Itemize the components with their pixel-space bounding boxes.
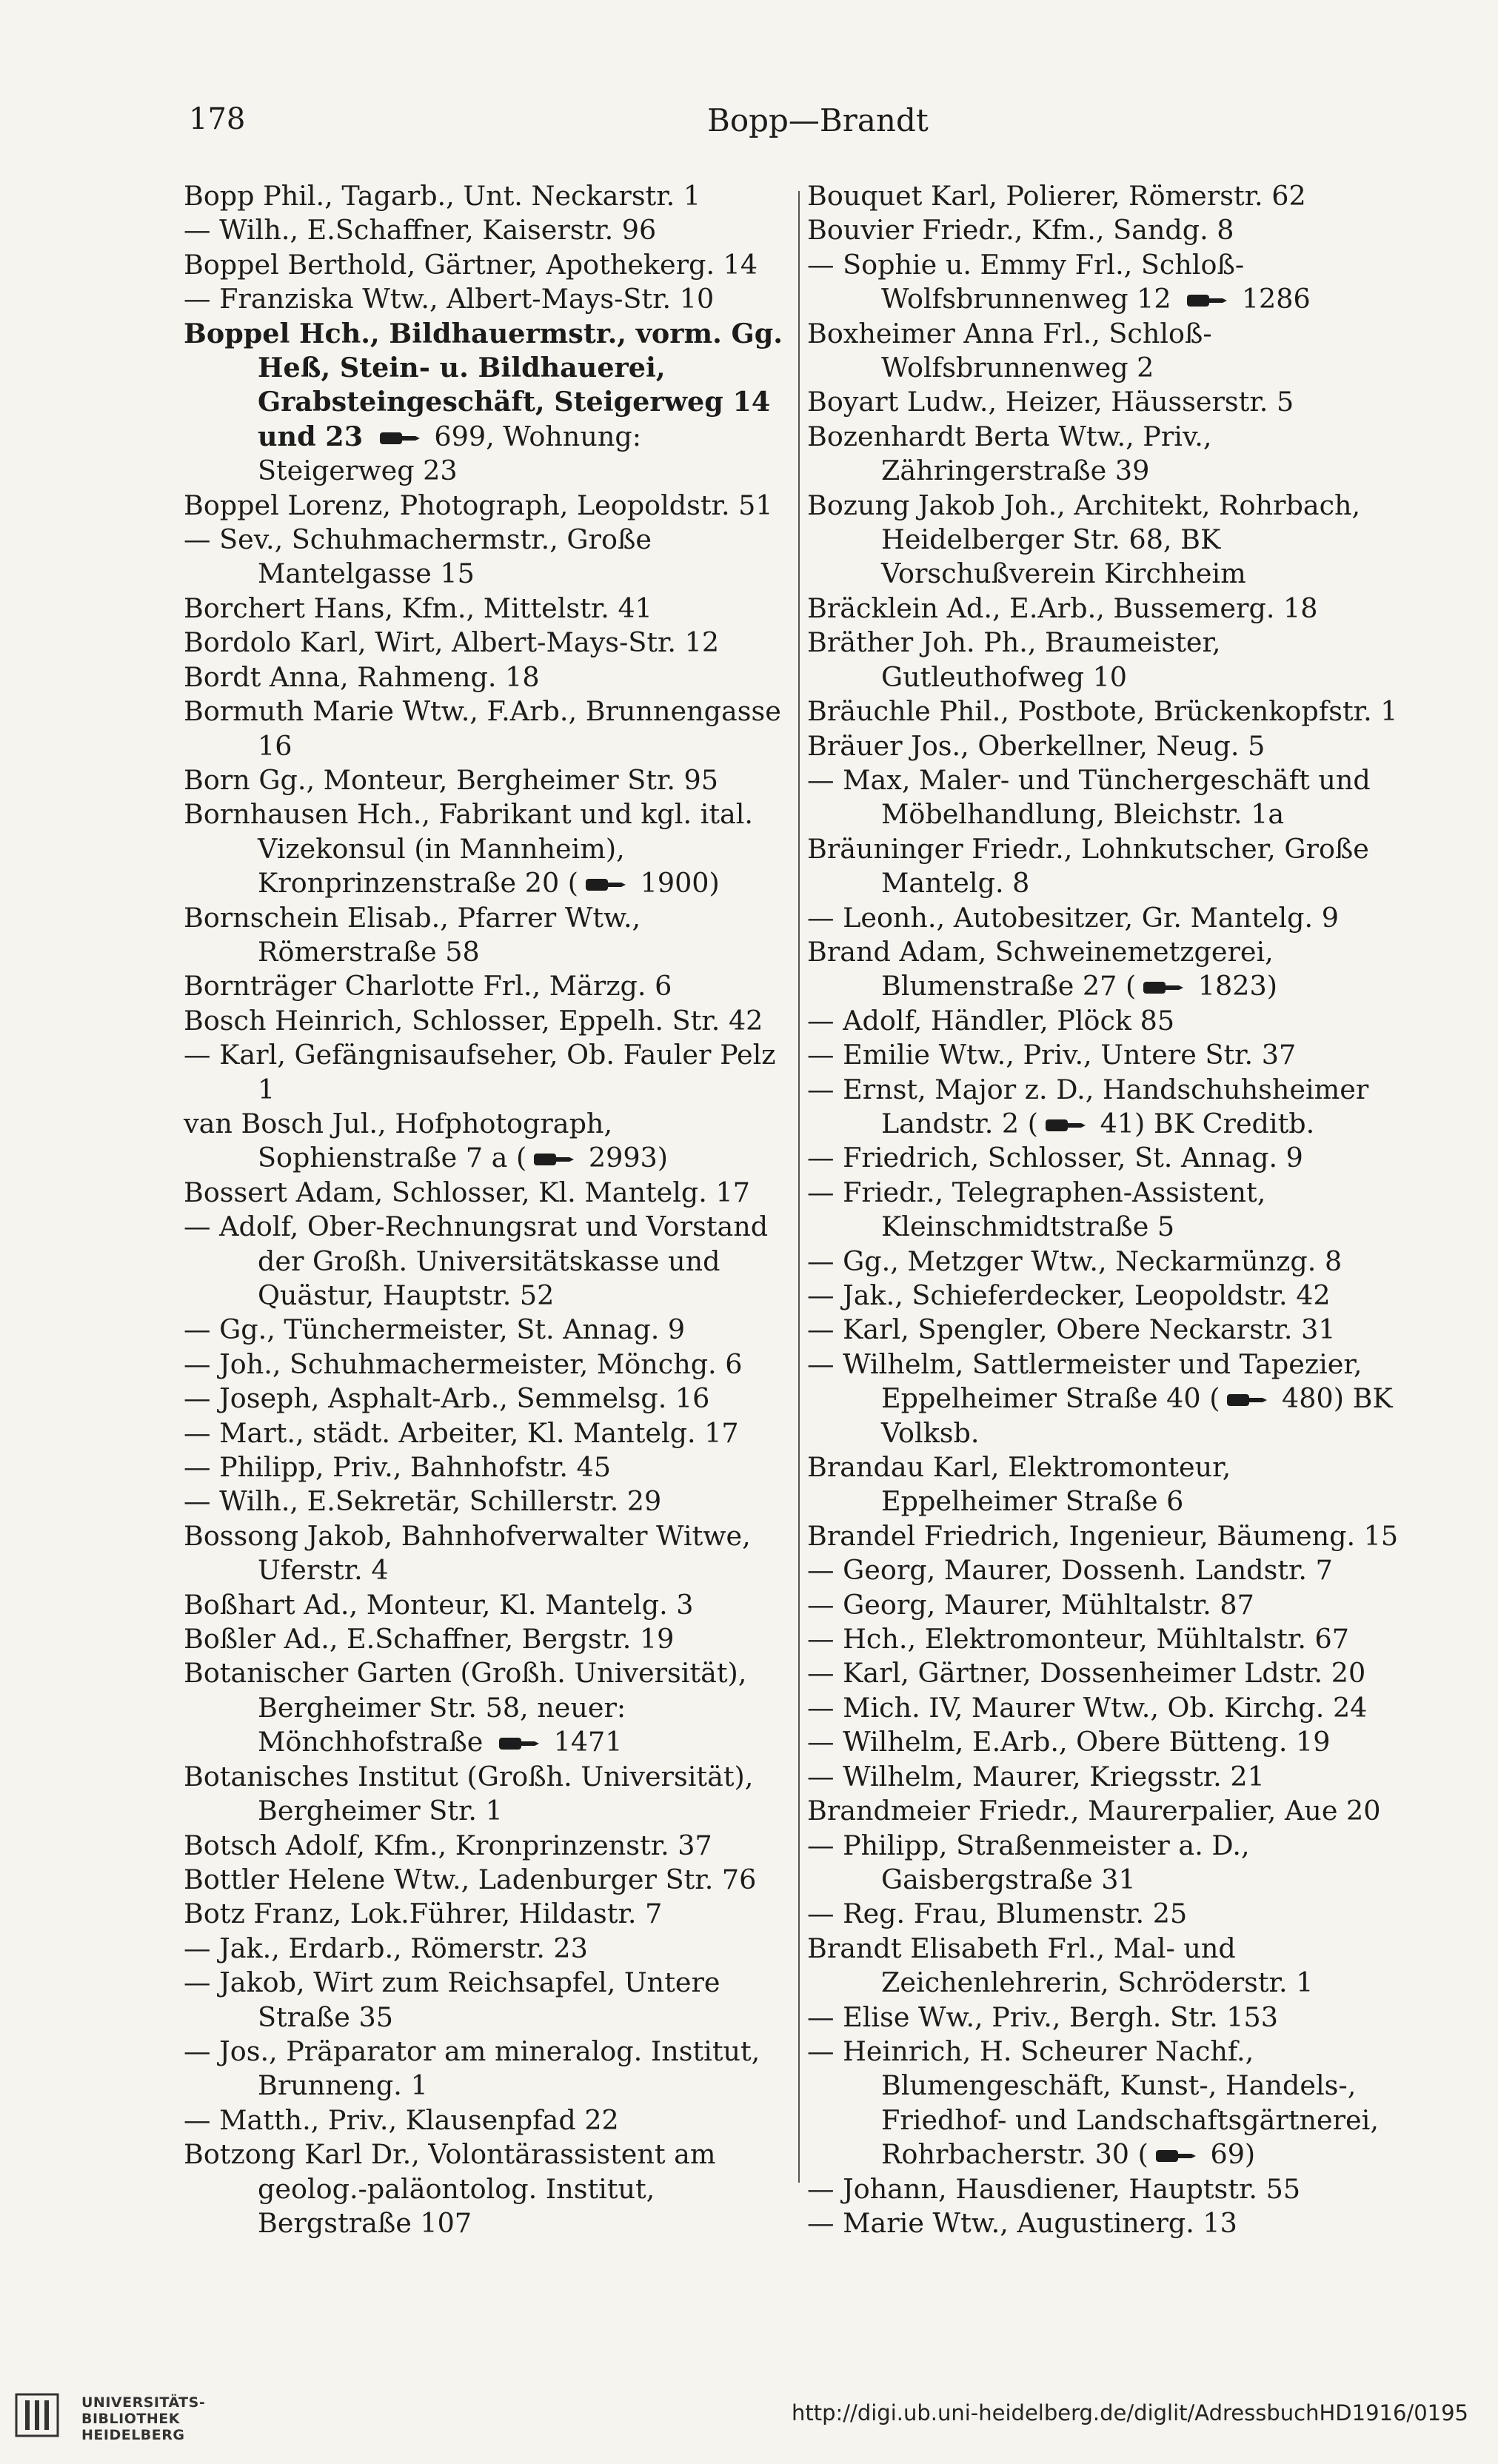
entry-text: — Sev., Schuhmachermstr., Große Mantelgasse 15 (184, 523, 652, 590)
directory-entry (807, 1691, 1411, 1725)
entry-text: Bopp Phil., Tagarb., Unt. Neckarstr. 1 (184, 180, 701, 212)
directory-entry (184, 969, 787, 1003)
entry-text: — Leonh., Autobesitzer, Gr. Mantelg. 9 (807, 901, 1339, 934)
directory-entry (184, 592, 787, 626)
entry-text: — Adolf, Händler, Plöck 85 (807, 1004, 1175, 1037)
entry-text: Bräuer Jos., Oberkellner, Neug. 5 (807, 729, 1265, 762)
entry-text: 1823) (1189, 970, 1277, 1002)
entry-text: — Wilh., E.Sekretär, Schillerstr. 29 (184, 1485, 662, 1518)
directory-entry (184, 2103, 787, 2137)
entry-text: — Heinrich, H. Scheurer Nachf., Blumengeschäft, Kunst-, Handels-, Friedhof- und Landschaftsgärtnerei, Rohrbacherstr. 30 ( (807, 2035, 1379, 2171)
directory-entry (184, 489, 787, 523)
entry-text: — Jos., Präparator am mineralog. Institut, Brunneng. 1 (184, 2035, 760, 2102)
left-column (184, 179, 787, 2240)
directory-entry (807, 1279, 1411, 1313)
directory-entry (184, 1107, 787, 1176)
entry-text: — Georg, Maurer, Dossenh. Landstr. 7 (807, 1554, 1333, 1587)
entry-text: — Sophie u. Emmy Frl., Schloß-Wolfsbrunnenweg 12 (807, 248, 1245, 315)
source-url-link[interactable]: http://digi.ub.uni-heidelberg.de/diglit/AdressbuchHD1916/0195 (791, 2400, 1468, 2426)
entry-text: 480) BK Volksb. (881, 1382, 1393, 1449)
entry-text: Bordolo Karl, Wirt, Albert-Mays-Str. 12 (184, 626, 720, 659)
directory-entry (184, 179, 787, 213)
entry-text: — Elise Ww., Priv., Bergh. Str. 153 (807, 2001, 1278, 2033)
entry-text: Bräuchle Phil., Postbote, Brückenkopfstr. 1 (807, 695, 1398, 728)
entry-text: Boßler Ad., E.Schaffner, Bergstr. 19 (184, 1623, 675, 1656)
directory-entry (807, 1760, 1411, 1794)
directory-entry (807, 1450, 1411, 1519)
directory-entry (184, 248, 787, 282)
entry-text: — Franziska Wtw., Albert-Mays-Str. 10 (184, 283, 715, 315)
directory-entry (807, 1348, 1411, 1450)
entry-text: 69) (1201, 2138, 1256, 2171)
entry-text: Bouquet Karl, Polierer, Römerstr. 62 (807, 180, 1306, 212)
directory-entry (807, 1176, 1411, 1245)
telephone-icon (1184, 290, 1228, 311)
entry-text: Boyart Ludw., Heizer, Häusserstr. 5 (807, 386, 1294, 418)
directory-entry (184, 1760, 787, 1829)
entry-text: — Emilie Wtw., Priv., Untere Str. 37 (807, 1039, 1297, 1071)
directory-entry (184, 1519, 787, 1588)
directory-entry (807, 1073, 1411, 1142)
entry-text: — Gg., Tünchermeister, St. Annag. 9 (184, 1313, 686, 1346)
entry-text: Boppel Lorenz, Photograph, Leopoldstr. 51 (184, 489, 773, 521)
directory-entry (807, 420, 1411, 489)
entry-text: — Jak., Schieferdecker, Leopoldstr. 42 (807, 1279, 1331, 1311)
telephone-icon (1224, 1390, 1268, 1410)
entry-text: Brandel Friedrich, Ingenieur, Bäumeng. 15 (807, 1519, 1399, 1552)
directory-entry (184, 1829, 787, 1863)
library-logo-text: UNIVERSITÄTS- BIBLIOTHEK HEIDELBERG (81, 2394, 206, 2443)
directory-entry (184, 1622, 787, 1656)
entry-text: — Adolf, Ober-Rechnungsrat und Vorstand der Großh. Universitätskasse und Quästur, Hauptstr. 52 (184, 1211, 769, 1311)
entry-text: — Jak., Erdarb., Römerstr. 23 (184, 1932, 588, 1964)
telephone-icon (531, 1149, 575, 1170)
entry-text: Bouvier Friedr., Kfm., Sandg. 8 (807, 214, 1234, 247)
directory-entry (184, 1863, 787, 1897)
directory-entry (807, 1897, 1411, 1931)
entry-text: — Philipp, Priv., Bahnhofstr. 45 (184, 1451, 611, 1484)
directory-entry (807, 901, 1411, 935)
entry-text: — Matth., Priv., Klausenpfad 22 (184, 2103, 619, 2136)
column-divider (798, 191, 800, 2183)
entry-text: Bräcklein Ad., E.Arb., Bussemerg. 18 (807, 592, 1318, 624)
directory-entry (184, 2035, 787, 2103)
entry-text: Bräuninger Friedr., Lohnkutscher, Große Mantelg. 8 (807, 832, 1369, 900)
directory-entry (184, 660, 787, 694)
entry-text: — Karl, Spengler, Obere Neckarstr. 31 (807, 1313, 1336, 1346)
entry-text: — Jakob, Wirt zum Reichsapfel, Untere Straße 35 (184, 1966, 720, 2033)
entry-text: — Mich. IV, Maurer Wtw., Ob. Kirchg. 24 (807, 1691, 1368, 1724)
telephone-icon (583, 874, 627, 895)
directory-entry (807, 935, 1411, 1004)
telephone-icon (377, 428, 421, 449)
directory-entry (807, 1245, 1411, 1279)
entry-text: Botzong Karl Dr., Volontärassistent am geolog.-paläontolog. Institut, Bergstraße 107 (184, 2138, 716, 2239)
entry-text: Boßhart Ad., Monteur, Kl. Mantelg. 3 (184, 1588, 694, 1621)
entry-text: Bornschein Elisab., Pfarrer Wtw., Römerstraße 58 (184, 901, 641, 968)
directory-entry (807, 1588, 1411, 1622)
entry-text: Bozenhardt Berta Wtw., Priv., Zähringerstraße 39 (807, 420, 1212, 487)
directory-entry (807, 2206, 1411, 2240)
entry-text: Botsch Adolf, Kfm., Kronprinzenstr. 37 (184, 1829, 712, 1861)
entry-text: — Karl, Gefängnisaufseher, Ob. Fauler Pelz 1 (184, 1039, 776, 1105)
entry-text: — Wilhelm, E.Arb., Obere Bütteng. 19 (807, 1726, 1331, 1758)
page-number: 178 (189, 102, 246, 136)
page-footer (0, 2369, 1498, 2464)
entry-text: Brandt Elisabeth Frl., Mal- und Zeichenlehrerin, Schröderstr. 1 (807, 1932, 1314, 1999)
entry-text: Boxheimer Anna Frl., Schloß-Wolfsbrunnenweg 2 (807, 317, 1212, 384)
entry-text: — Friedrich, Schlosser, St. Annag. 9 (807, 1142, 1303, 1174)
directory-entry (184, 626, 787, 660)
entry-text: — Wilh., E.Schaffner, Kaiserstr. 96 (184, 214, 657, 247)
entry-text: — Johann, Hausdiener, Hauptstr. 55 (807, 2172, 1301, 2205)
directory-entry (807, 1622, 1411, 1656)
entry-text: — Philipp, Straßenmeister a. D., Gaisbergstraße 31 (807, 1829, 1250, 1895)
entry-text: Botanischer Garten (Großh. Universität), Bergheimer Str. 58, neuer: Mönchhofstraße (184, 1657, 747, 1758)
directory-entry (807, 1141, 1411, 1175)
entry-text: — Georg, Maurer, Mühltalstr. 87 (807, 1588, 1254, 1621)
directory-entry (807, 489, 1411, 592)
directory-entry (807, 1553, 1411, 1587)
entry-text: Bornhausen Hch., Fabrikant und kgl. ital. Vizekonsul (in Mannheim), Kronprinzenstraße 20 ( (184, 798, 754, 900)
directory-entry (807, 832, 1411, 901)
entry-text: Bormuth Marie Wtw., F.Arb., Brunnengasse 16 (184, 695, 781, 762)
directory-entry (807, 1829, 1411, 1898)
directory-entry (184, 317, 787, 489)
entry-text: — Hch., Elektromonteur, Mühltalstr. 67 (807, 1623, 1349, 1656)
directory-entry (184, 1656, 787, 1759)
library-logo (15, 2378, 207, 2452)
entry-text: — Joseph, Asphalt-Arb., Semmelsg. 16 (184, 1382, 710, 1415)
entry-text: — Marie Wtw., Augustinerg. 13 (807, 2206, 1237, 2239)
directory-entry (807, 1038, 1411, 1072)
entry-text: — Wilhelm, Maurer, Kriegsstr. 21 (807, 1760, 1265, 1792)
directory-entry (807, 248, 1411, 317)
entry-text: — Karl, Gärtner, Dossenheimer Ldstr. 20 (807, 1657, 1366, 1690)
telephone-icon (1043, 1115, 1087, 1136)
directory-entry (184, 694, 787, 763)
directory-entry (807, 179, 1411, 213)
entry-text: Brandmeier Friedr., Maurerpalier, Aue 20 (807, 1795, 1381, 1827)
entry-text: 2993) (580, 1142, 668, 1174)
directory-entry (807, 694, 1411, 729)
entry-text: — Max, Maler- und Tünchergeschäft und Möbelhandlung, Bleichstr. 1a (807, 763, 1371, 831)
directory-entry (807, 2172, 1411, 2206)
directory-entry (184, 1313, 787, 1347)
directory-entry (807, 213, 1411, 247)
entry-text: — Wilhelm, Sattlermeister und Tapezier, Eppelheimer Straße 40 ( (807, 1348, 1362, 1415)
directory-entry (184, 1382, 787, 1416)
entry-text: Bordt Anna, Rahmeng. 18 (184, 660, 540, 693)
directory-entry (184, 282, 787, 316)
directory-entry (184, 1966, 787, 2035)
directory-entry (184, 1484, 787, 1519)
entry-text: — Gg., Metzger Wtw., Neckarmünzg. 8 (807, 1245, 1342, 1277)
directory-entry (184, 523, 787, 592)
directory-entry (807, 317, 1411, 386)
directory-entry (807, 1313, 1411, 1347)
directory-entry (184, 1897, 787, 1931)
entry-text: Borchert Hans, Kfm., Mittelstr. 41 (184, 592, 652, 624)
entry-text: 1471 (545, 1726, 623, 1758)
directory-entry (807, 1519, 1411, 1553)
entry-text: Bräther Joh. Ph., Braumeister, Gutleuthofweg 10 (807, 626, 1221, 693)
entry-text: 1900) (632, 867, 720, 900)
page-header (189, 102, 1322, 154)
entry-text: Bottler Helene Wtw., Ladenburger Str. 76 (184, 1863, 757, 1895)
directory-entry (184, 797, 787, 900)
directory-entry (807, 729, 1411, 763)
entry-text: — Joh., Schuhmachermeister, Mönchg. 6 (184, 1348, 743, 1380)
entry-text: Botanisches Institut (Großh. Universität), Bergheimer Str. 1 (184, 1760, 754, 1827)
entry-text: 1286 (1233, 283, 1311, 315)
entry-text: Boppel Hch., Bildhauermstr., vorm. Gg. Heß, Stein- u. Bildhauerei, Grabsteingeschäft, Steigerweg 14 und 23 (184, 317, 783, 452)
library-logo-icon (15, 2393, 59, 2437)
directory-entry (807, 1932, 1411, 2001)
telephone-icon (1153, 2146, 1197, 2166)
entry-text: 41) BK Creditb. (1091, 1107, 1315, 1139)
entry-text: Born Gg., Monteur, Bergheimer Str. 95 (184, 763, 718, 796)
directory-entry (184, 1416, 787, 1450)
directory-entry (184, 1004, 787, 1038)
directory-entry (807, 2035, 1411, 2172)
directory-entry (184, 763, 787, 797)
directory-entry (184, 1450, 787, 1484)
directory-entry (184, 2137, 787, 2240)
directory-entry (807, 592, 1411, 626)
telephone-icon (496, 1733, 541, 1754)
entry-text: — Friedr., Telegraphen-Assistent, Kleinschmidtstraße 5 (807, 1176, 1266, 1243)
directory-entry (807, 763, 1411, 832)
running-head: Bopp—Brandt (707, 102, 929, 138)
directory-entry (807, 2001, 1411, 2035)
entry-text: Bossong Jakob, Bahnhofverwalter Witwe, Uferstr. 4 (184, 1519, 751, 1587)
telephone-icon (1140, 977, 1185, 998)
directory-entry (807, 1725, 1411, 1759)
entry-text: Bosch Heinrich, Schlosser, Eppelh. Str. 42 (184, 1004, 763, 1037)
directory-entry (807, 626, 1411, 694)
directory-entry (184, 1210, 787, 1313)
entry-text: Brand Adam, Schweinemetzgerei, Blumenstraße 27 ( (807, 935, 1274, 1002)
entry-text: 699, Wohnung: Steigerweg 23 (258, 420, 641, 487)
directory-entry (184, 1348, 787, 1382)
entry-text: Bornträger Charlotte Frl., Märzg. 6 (184, 970, 672, 1002)
entry-text: — Mart., städt. Arbeiter, Kl. Mantelg. 17 (184, 1416, 739, 1449)
directory-entry (807, 1004, 1411, 1038)
directory-entry (184, 1932, 787, 1966)
entry-text: Boppel Berthold, Gärtner, Apothekerg. 14 (184, 248, 758, 281)
right-column (807, 179, 1411, 2240)
entry-text: Botz Franz, Lok.Führer, Hildastr. 7 (184, 1898, 663, 1930)
directory-entry (807, 1656, 1411, 1690)
directory-entry (184, 901, 787, 970)
directory-entry (184, 213, 787, 247)
entry-text: van Bosch Jul., Hofphotograph, Sophienstraße 7 a ( (184, 1107, 613, 1174)
entry-text: — Ernst, Major z. D., Handschuhsheimer Landstr. 2 ( (807, 1073, 1369, 1139)
entry-text: Brandau Karl, Elektromonteur, Eppelheimer Straße 6 (807, 1451, 1231, 1518)
entry-text: Bossert Adam, Schlosser, Kl. Mantelg. 17 (184, 1176, 750, 1208)
directory-entry (807, 385, 1411, 419)
entry-text: — Reg. Frau, Blumenstr. 25 (807, 1898, 1188, 1930)
entry-text: Bozung Jakob Joh., Architekt, Rohrbach, Heidelberger Str. 68, BK Vorschußverein Kirchheim (807, 489, 1361, 590)
directory-entry (184, 1588, 787, 1622)
directory-entry (184, 1038, 787, 1107)
directory-entry (184, 1176, 787, 1210)
directory-entry (807, 1794, 1411, 1828)
